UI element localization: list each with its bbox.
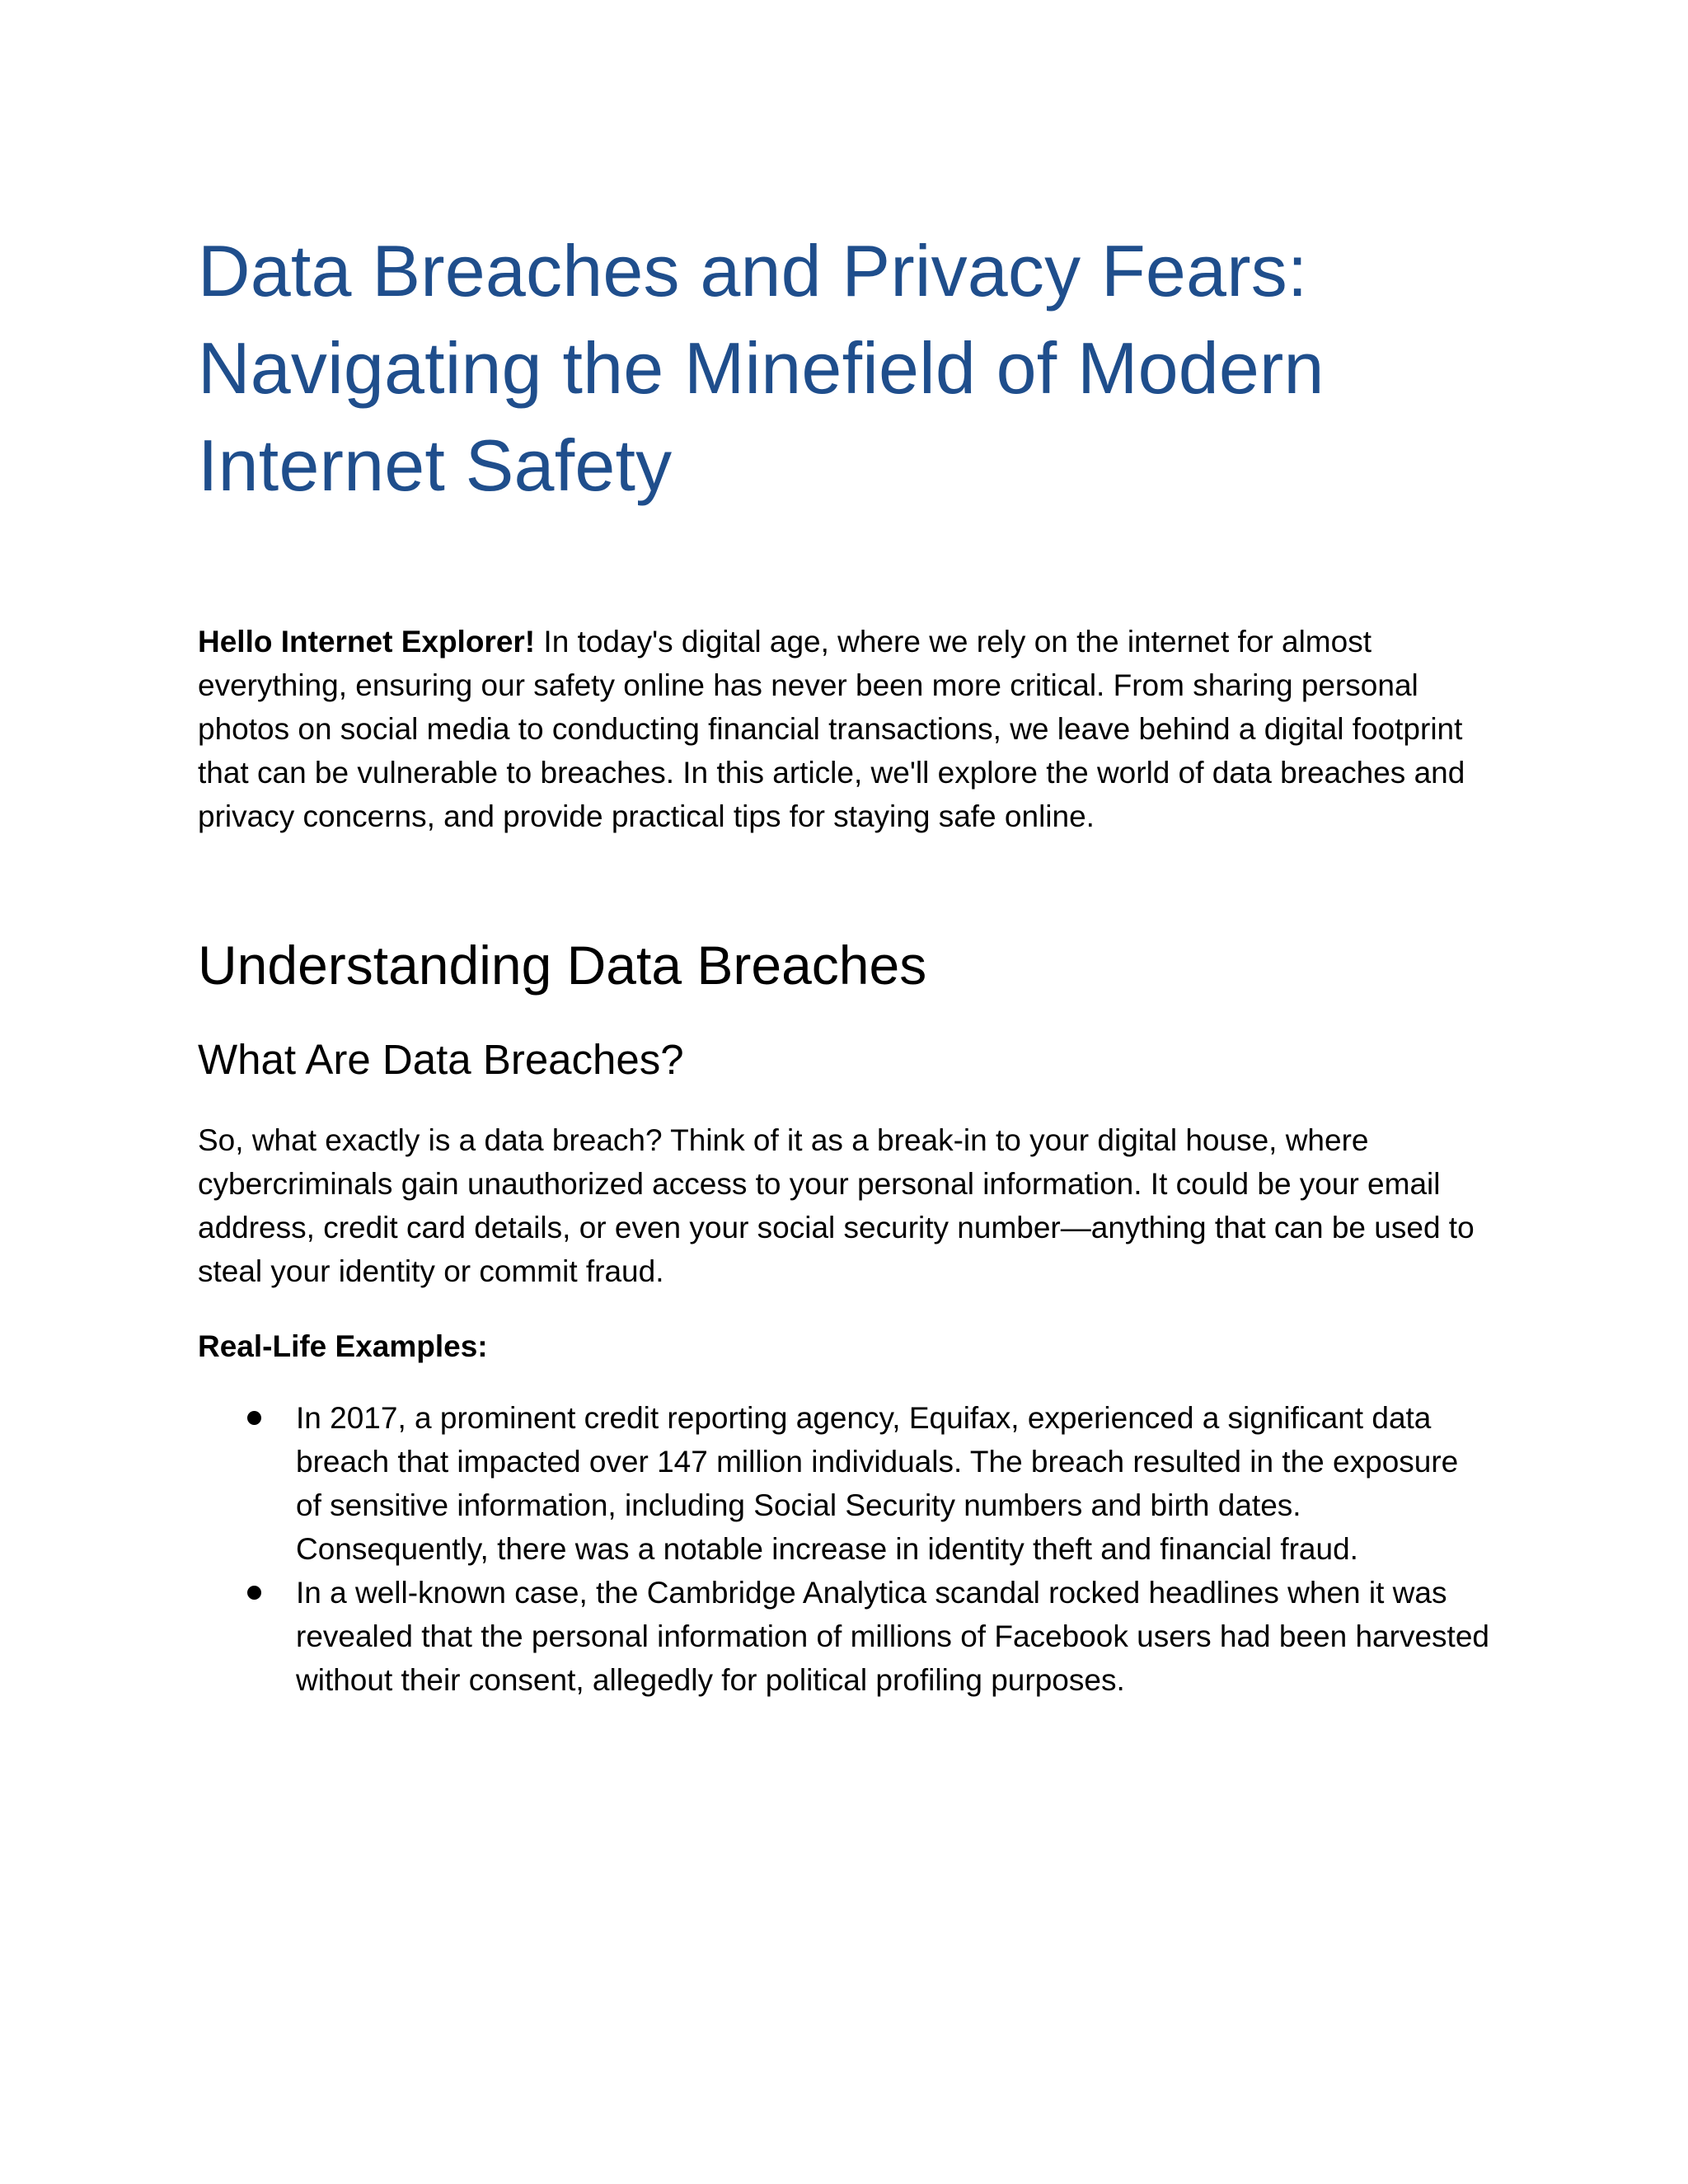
examples-list xyxy=(198,1396,1490,1702)
document-title: Data Breaches and Privacy Fears: Navigating the Minefield of Modern Internet Safety xyxy=(198,230,1325,506)
list-item xyxy=(247,1396,1490,1571)
section-heading: Understanding Data Breaches xyxy=(198,935,927,996)
examples-label: Real-Life Examples: xyxy=(198,1329,488,1363)
intro-greeting: Hello Internet Explorer! xyxy=(198,625,536,658)
list-item xyxy=(247,1571,1490,1702)
list-item-text: In 2017, a prominent credit reporting agency, Equifax, experienced a significant data breach that impacted over 147 million individuals. The breach resulted in the exposure of sensitive information, including Social Security numbers and birth dates. Consequently, there was a notable increase in identity theft and financial fraud. xyxy=(296,1401,1459,1566)
document-page xyxy=(198,223,1490,1702)
intro-paragraph xyxy=(198,620,1490,838)
bullet-icon xyxy=(247,1411,261,1425)
intro-text: In today's digital age, where we rely on the internet for almost everything, ensuring our safety online has never been more critical. From sharing personal photos on social media to conducting financial transactions, we leave behind a digital footprint that can be vulnerable to breaches. In this article, we'll explore the world of data breaches and privacy concerns, and provide practical tips for staying safe online. xyxy=(198,625,1465,833)
bullet-icon xyxy=(247,1586,261,1600)
list-item-text: In a well-known case, the Cambridge Analytica scandal rocked headlines when it was revealed that the personal information of millions of Facebook users had been harvested without their consent, allegedly for political profiling purposes. xyxy=(296,1576,1489,1697)
definition-paragraph: So, what exactly is a data breach? Think of it as a break-in to your digital house, where cybercriminals gain unauthorized access to your personal information. It could be your email address, credit card details, or even your social security number—anything that can be used to steal your identity or commit fraud. xyxy=(198,1123,1475,1288)
subsection-heading: What Are Data Breaches? xyxy=(198,1036,684,1083)
